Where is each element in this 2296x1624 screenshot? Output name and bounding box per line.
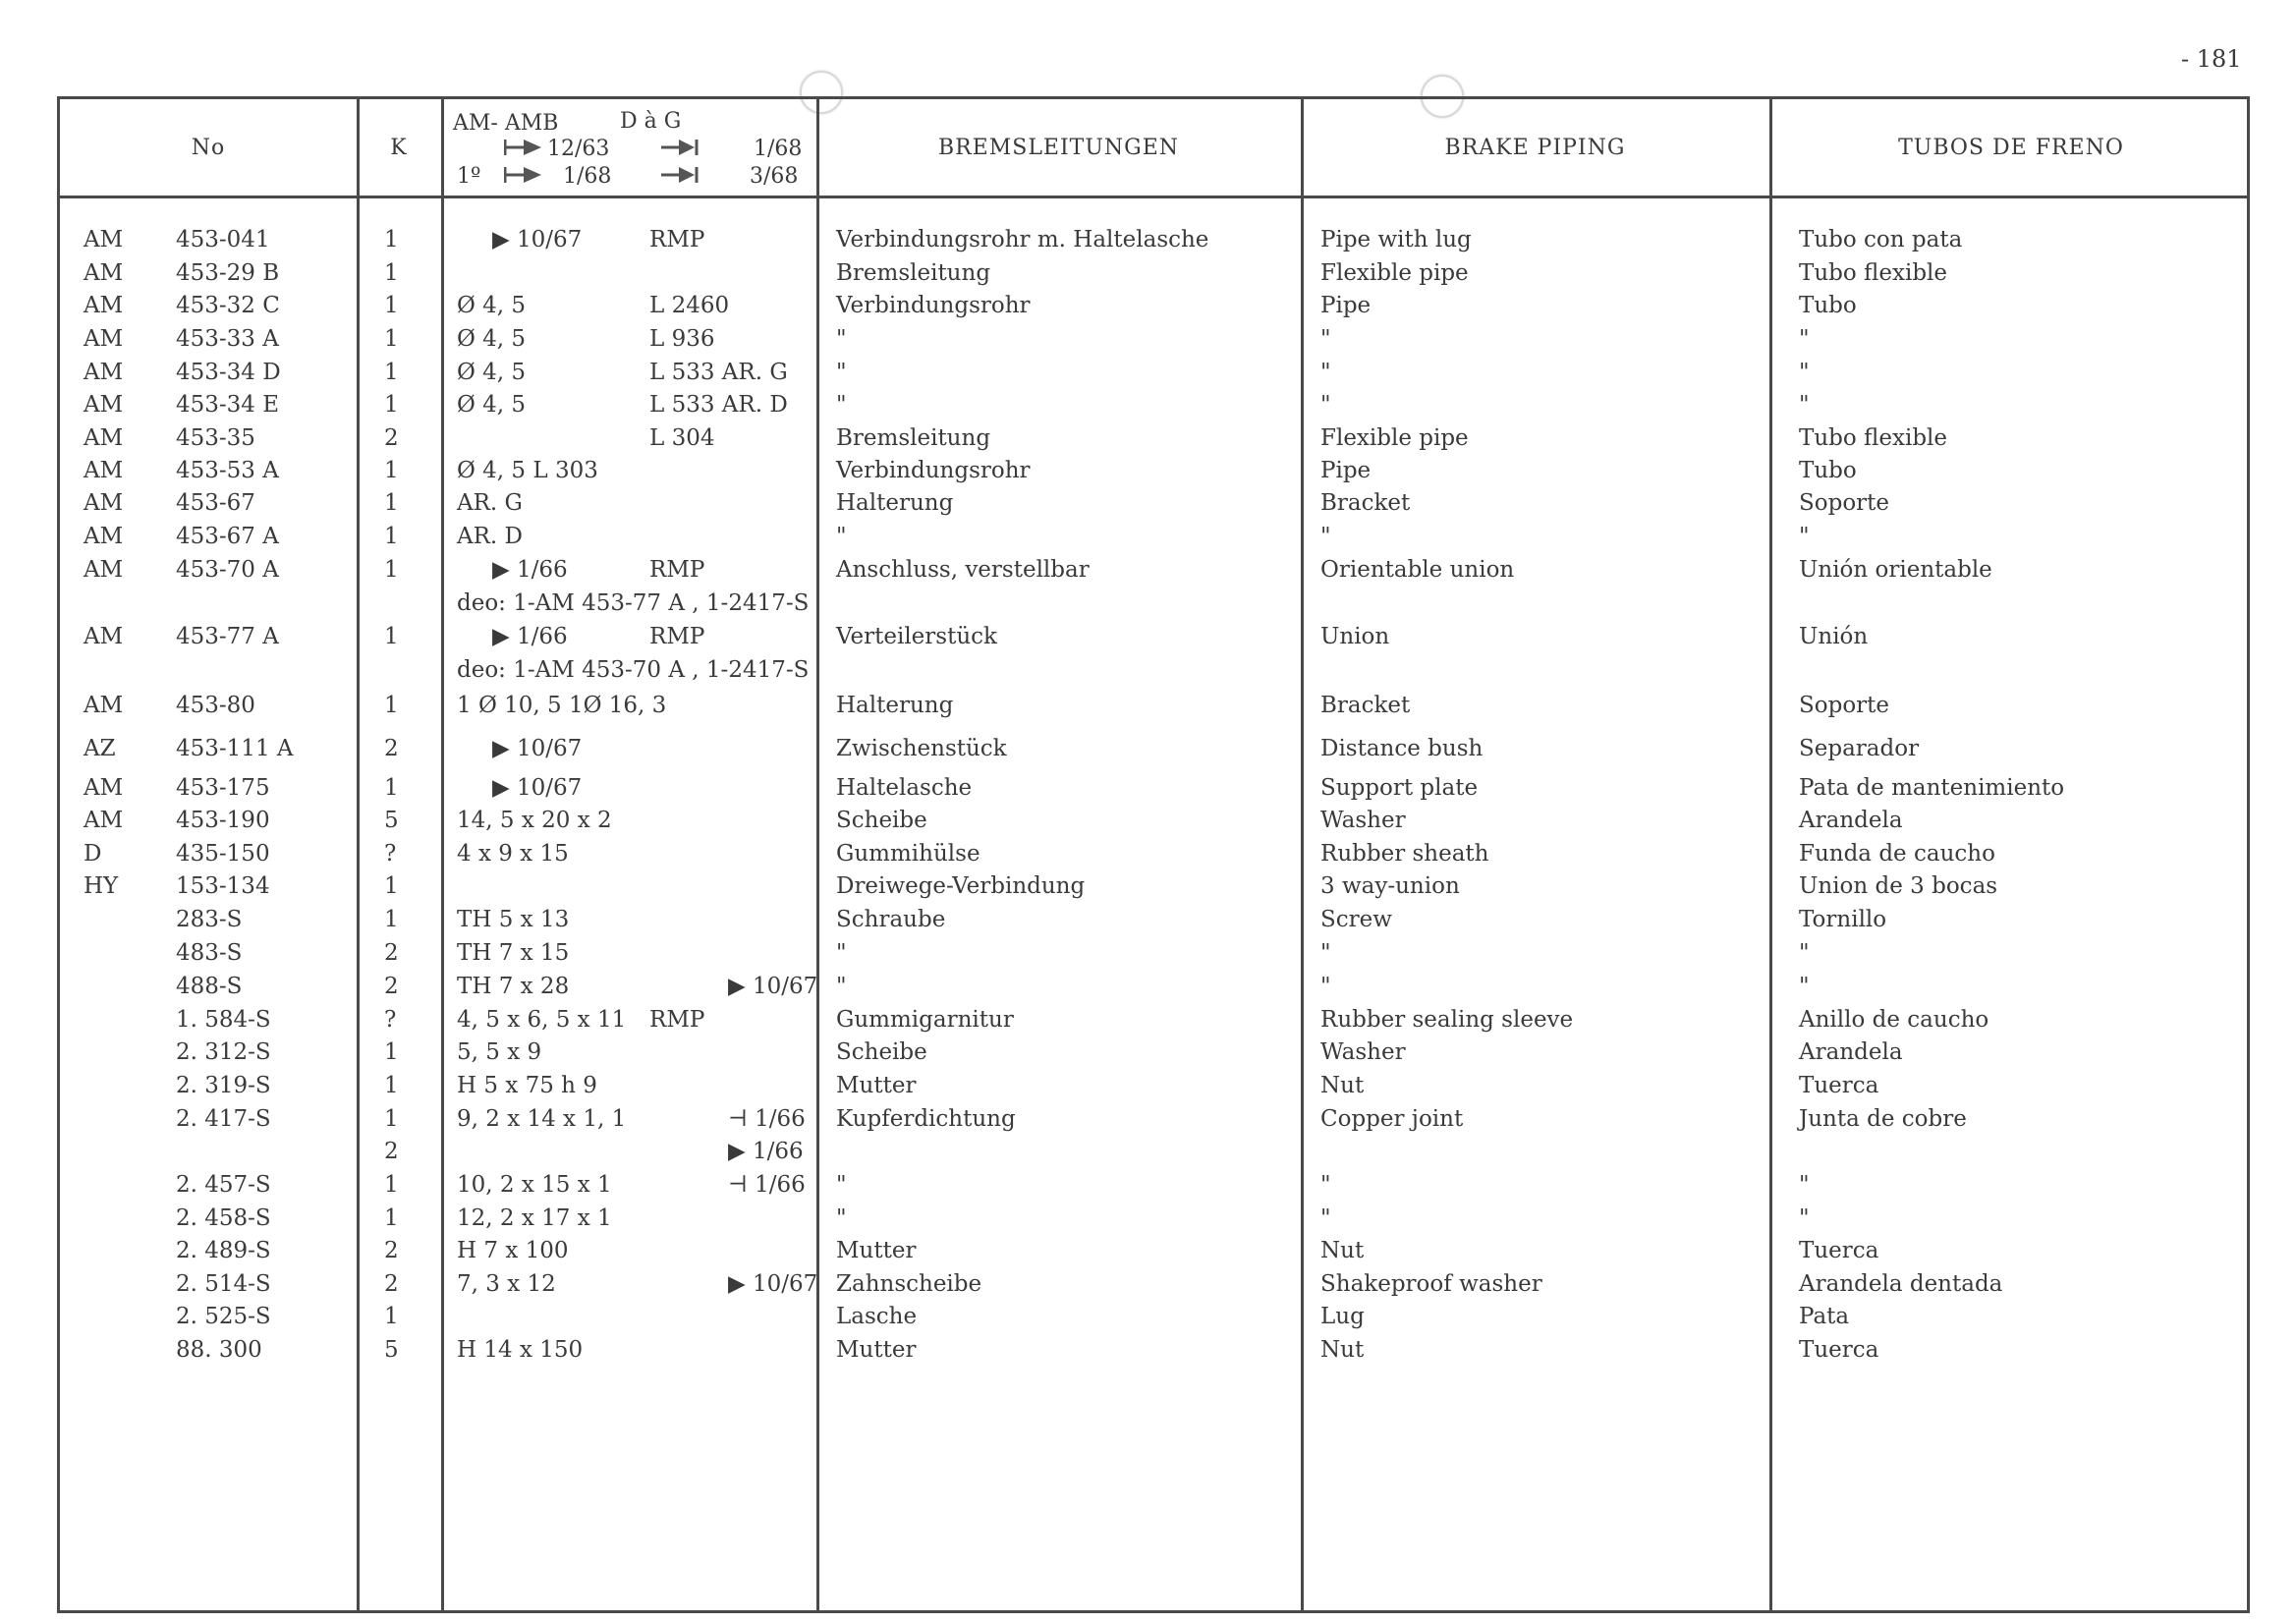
cell-es: " xyxy=(1799,940,1810,966)
cell-k: 1 xyxy=(384,693,399,718)
cell-en: " xyxy=(1320,940,1331,966)
cell-pre: AM xyxy=(84,557,124,583)
cell-pre: AM xyxy=(84,693,124,718)
cell-pre: AM xyxy=(84,775,124,801)
cell-en: Washer xyxy=(1320,808,1406,833)
table-row xyxy=(60,1073,2253,1106)
cell-k: 5 xyxy=(384,1337,399,1363)
header-model: AM- AMB xyxy=(453,111,559,136)
cell-de: Scheibe xyxy=(836,1039,927,1065)
cell-es: Pata de mantenimiento xyxy=(1799,775,2065,801)
cell-k: 1 xyxy=(384,1073,399,1098)
cell-spec: 5, 5 x 9 xyxy=(457,1039,542,1065)
cell-en: " xyxy=(1320,392,1331,418)
cell-num: 453-33 A xyxy=(176,326,279,352)
header-dag: D à G xyxy=(620,109,682,134)
cell-k: 1 xyxy=(384,1106,399,1132)
cell-k: 1 xyxy=(384,775,399,801)
cell-k: 5 xyxy=(384,808,399,833)
cell-extra: RMP xyxy=(649,1007,705,1033)
table-row xyxy=(60,1271,2253,1305)
table-row xyxy=(60,873,2253,907)
table-row xyxy=(60,392,2253,425)
table-row xyxy=(60,1172,2253,1205)
cell-es: Unión orientable xyxy=(1799,557,1992,583)
cell-k: 1 xyxy=(384,557,399,583)
cell-k: 2 xyxy=(384,974,399,999)
cell-spec: TH 7 x 28 xyxy=(457,974,570,999)
cell-en: Nut xyxy=(1320,1238,1365,1263)
cell-num: 453-34 E xyxy=(176,392,280,418)
cell-spec: Ø 4, 5 L 303 xyxy=(457,458,598,483)
header-k: K xyxy=(390,135,408,160)
cell-es: Separador xyxy=(1799,736,1920,761)
cell-en: " xyxy=(1320,974,1331,999)
cell-pre: AM xyxy=(84,326,124,352)
cell-num: 453-35 xyxy=(176,425,255,451)
cell-num: 453-77 A xyxy=(176,624,279,649)
cell-k: 1 xyxy=(384,293,399,318)
cell-num: 453-67 A xyxy=(176,524,279,549)
cell-num: 453-32 C xyxy=(176,293,280,318)
cell-de: " xyxy=(836,392,847,418)
cell-es: Tubo flexible xyxy=(1799,425,1948,451)
header-to-date-1: 1/68 xyxy=(754,137,803,161)
cell-en: Bracket xyxy=(1320,693,1411,718)
cell-spec: Ø 4, 5 xyxy=(457,293,527,318)
cell-k: 1 xyxy=(384,1205,399,1231)
cell-de: " xyxy=(836,940,847,966)
cell-de: Verteilerstück xyxy=(836,624,997,649)
cell-num: 453-175 xyxy=(176,775,270,801)
table-row xyxy=(60,293,2253,326)
table-row xyxy=(60,1205,2253,1239)
cell-spec: H 7 x 100 xyxy=(457,1238,569,1263)
cell-extra: L 2460 xyxy=(649,293,730,318)
table-row xyxy=(60,736,2253,769)
cell-spec: 9, 2 x 14 x 1, 1 xyxy=(457,1106,627,1132)
cell-pre: AM xyxy=(84,260,124,286)
cell-en: " xyxy=(1320,1172,1331,1198)
cell-es: " xyxy=(1799,1205,1810,1231)
cell-extra: L 936 xyxy=(649,326,715,352)
cell-extra: ▶ 1/66 xyxy=(728,1139,804,1164)
cell-es: Tuerca xyxy=(1799,1337,1879,1363)
cell-es: " xyxy=(1799,974,1810,999)
cell-num: 88. 300 xyxy=(176,1337,262,1363)
cell-pre: AM xyxy=(84,808,124,833)
header-model-dates xyxy=(453,105,866,194)
cell-num: 483-S xyxy=(176,940,243,966)
cell-es: " xyxy=(1799,326,1810,352)
cell-num: 453-80 xyxy=(176,693,255,718)
header-first-series: 1º xyxy=(457,164,481,189)
cell-num: 2. 319-S xyxy=(176,1073,271,1098)
cell-es: Unión xyxy=(1799,624,1869,649)
cell-en: Distance bush xyxy=(1320,736,1484,761)
cell-en: Lug xyxy=(1320,1304,1365,1329)
table-row xyxy=(60,693,2253,726)
cell-pre: AM xyxy=(84,392,124,418)
cell-spec: TH 5 x 13 xyxy=(457,907,570,932)
table-row xyxy=(60,940,2253,974)
cell-spec: ▶ 10/67 xyxy=(492,775,583,801)
cell-extra: RMP xyxy=(649,557,705,583)
table-row xyxy=(60,490,2253,524)
table-row xyxy=(60,657,2253,691)
table-row xyxy=(60,557,2253,590)
from-arrow-icon xyxy=(504,135,543,159)
cell-de: " xyxy=(836,326,847,352)
cell-num: 2. 312-S xyxy=(176,1039,271,1065)
cell-es: Soporte xyxy=(1799,490,1890,516)
table-row xyxy=(60,458,2253,491)
cell-en: Shakeproof washer xyxy=(1320,1271,1542,1297)
cell-k: 1 xyxy=(384,360,399,385)
cell-de: Schraube xyxy=(836,907,946,932)
cell-en: Flexible pipe xyxy=(1320,425,1469,451)
cell-de: Gummihülse xyxy=(836,841,980,867)
cell-k: 2 xyxy=(384,1238,399,1263)
cell-es: Junta de cobre xyxy=(1799,1106,1967,1132)
header-to-date-2: 3/68 xyxy=(750,164,799,189)
cell-de: Verbindungsrohr xyxy=(836,293,1031,318)
cell-num: 453-53 A xyxy=(176,458,279,483)
from-arrow-icon xyxy=(504,162,543,187)
cell-es: Tubo xyxy=(1799,293,1857,318)
cell-en: Rubber sealing sleeve xyxy=(1320,1007,1574,1033)
cell-spec: ▶ 10/67 xyxy=(492,227,583,252)
cell-pre: AM xyxy=(84,524,124,549)
cell-de: Dreiwege-Verbindung xyxy=(836,873,1086,899)
cell-spec: H 5 x 75 h 9 xyxy=(457,1073,597,1098)
cell-spec: 1 Ø 10, 5 1Ø 16, 3 xyxy=(457,693,667,718)
cell-es: Anillo de caucho xyxy=(1799,1007,1989,1033)
cell-en: Washer xyxy=(1320,1039,1406,1065)
cell-k: 2 xyxy=(384,425,399,451)
cell-num: 153-134 xyxy=(176,873,270,899)
cell-es: Tuerca xyxy=(1799,1073,1879,1098)
cell-de: " xyxy=(836,360,847,385)
cell-extra: ⊣ 1/66 xyxy=(728,1172,806,1198)
header-no: No xyxy=(191,135,226,160)
cell-es: Tuerca xyxy=(1799,1238,1879,1263)
cell-pre: AZ xyxy=(84,736,116,761)
table-row xyxy=(60,227,2253,260)
cell-spec: AR. D xyxy=(457,524,523,549)
header-spanish: TUBOS DE FRENO xyxy=(1898,135,2124,160)
cell-spec: 10, 2 x 15 x 1 xyxy=(457,1172,612,1198)
cell-k: 1 xyxy=(384,624,399,649)
cell-es: " xyxy=(1799,1172,1810,1198)
cell-k: 1 xyxy=(384,1039,399,1065)
cell-de: " xyxy=(836,1172,847,1198)
cell-spec: TH 7 x 15 xyxy=(457,940,570,966)
cell-pre: AM xyxy=(84,458,124,483)
table-row xyxy=(60,524,2253,557)
cell-en: Screw xyxy=(1320,907,1392,932)
table-row xyxy=(60,974,2253,1007)
cell-num: 453-70 A xyxy=(176,557,279,583)
cell-pre: D xyxy=(84,841,102,867)
cell-en: Pipe with lug xyxy=(1320,227,1472,252)
cell-de: Halterung xyxy=(836,490,954,516)
cell-extra: RMP xyxy=(649,624,705,649)
cell-es: Tubo flexible xyxy=(1799,260,1948,286)
cell-de: Haltelasche xyxy=(836,775,973,801)
table-row xyxy=(60,1238,2253,1271)
cell-es: Arandela dentada xyxy=(1799,1271,2003,1297)
cell-es: " xyxy=(1799,392,1810,418)
cell-de: Lasche xyxy=(836,1304,918,1329)
cell-pre: AM xyxy=(84,490,124,516)
cell-spec: Ø 4, 5 xyxy=(457,392,527,418)
cell-extra: L 304 xyxy=(649,425,715,451)
cell-es: Arandela xyxy=(1799,808,1903,833)
cell-spec: 4 x 9 x 15 xyxy=(457,841,569,867)
cell-en: Nut xyxy=(1320,1337,1365,1363)
cell-k: 2 xyxy=(384,940,399,966)
cell-k: 1 xyxy=(384,392,399,418)
to-arrow-icon xyxy=(659,162,699,187)
cell-pre: AM xyxy=(84,293,124,318)
cell-k: 1 xyxy=(384,260,399,286)
cell-en: " xyxy=(1320,360,1331,385)
cell-en: Pipe xyxy=(1320,458,1372,483)
cell-en: " xyxy=(1320,1205,1331,1231)
table-row xyxy=(60,1304,2253,1337)
cell-spec: 12, 2 x 17 x 1 xyxy=(457,1205,612,1231)
table-row xyxy=(60,425,2253,459)
cell-extra: L 533 AR. D xyxy=(649,392,788,418)
cell-de: Bremsleitung xyxy=(836,425,991,451)
cell-num: 453-111 A xyxy=(176,736,294,761)
cell-spec: Ø 4, 5 xyxy=(457,360,527,385)
cell-num: 2. 457-S xyxy=(176,1172,271,1198)
cell-de: " xyxy=(836,974,847,999)
cell-en: Orientable union xyxy=(1320,557,1515,583)
cell-num: 488-S xyxy=(176,974,243,999)
cell-en: " xyxy=(1320,524,1331,549)
cell-extra: L 533 AR. G xyxy=(649,360,788,385)
cell-spec: Ø 4, 5 xyxy=(457,326,527,352)
cell-pre: AM xyxy=(84,360,124,385)
cell-num: 2. 458-S xyxy=(176,1205,271,1231)
cell-spec: 14, 5 x 20 x 2 xyxy=(457,808,612,833)
cell-num: 2. 489-S xyxy=(176,1238,271,1263)
cell-spec: ▶ 10/67 xyxy=(492,736,583,761)
cell-num: 453-29 B xyxy=(176,260,280,286)
cell-es: Tubo con pata xyxy=(1799,227,1963,252)
cell-de: Zahnscheibe xyxy=(836,1271,982,1297)
cell-en: Pipe xyxy=(1320,293,1372,318)
cell-k: 1 xyxy=(384,1304,399,1329)
cell-extra: RMP xyxy=(649,227,705,252)
table-row xyxy=(60,1106,2253,1140)
cell-de: Halterung xyxy=(836,693,954,718)
table-row xyxy=(60,1039,2253,1073)
cell-k: 1 xyxy=(384,227,399,252)
cell-num: 2. 417-S xyxy=(176,1106,271,1132)
cell-en: " xyxy=(1320,326,1331,352)
cell-k: 1 xyxy=(384,490,399,516)
cell-spec: AR. G xyxy=(457,490,523,516)
table-row xyxy=(60,1337,2253,1371)
table-row xyxy=(60,1007,2253,1040)
cell-de: Mutter xyxy=(836,1238,917,1263)
table-row xyxy=(60,326,2253,360)
page-number: - 181 xyxy=(2181,45,2242,73)
cell-en: Copper joint xyxy=(1320,1106,1464,1132)
cell-extra: ▶ 10/67 xyxy=(728,974,818,999)
cell-en: Nut xyxy=(1320,1073,1365,1098)
cell-k: 1 xyxy=(384,524,399,549)
cell-es: Soporte xyxy=(1799,693,1890,718)
cell-spec: ▶ 1/66 xyxy=(492,624,568,649)
cell-num: 453-34 D xyxy=(176,360,281,385)
cell-es: Pata xyxy=(1799,1304,1850,1329)
table-row xyxy=(60,624,2253,657)
cell-spec: 7, 3 x 12 xyxy=(457,1271,556,1297)
cell-de: Mutter xyxy=(836,1337,917,1363)
cell-k: 1 xyxy=(384,458,399,483)
cell-es: Funda de caucho xyxy=(1799,841,1995,867)
cell-es: " xyxy=(1799,524,1810,549)
table-row xyxy=(60,260,2253,294)
cell-de: Scheibe xyxy=(836,808,927,833)
table-row xyxy=(60,590,2253,624)
cell-de: Zwischenstück xyxy=(836,736,1007,761)
cell-num: 283-S xyxy=(176,907,243,932)
header-from-date-1: 12/63 xyxy=(547,137,610,161)
table-row xyxy=(60,808,2253,841)
cell-en: Bracket xyxy=(1320,490,1411,516)
cell-num: 1. 584-S xyxy=(176,1007,271,1033)
cell-k: 2 xyxy=(384,1139,399,1164)
cell-es: Union de 3 bocas xyxy=(1799,873,1998,899)
cell-num: 453-67 xyxy=(176,490,255,516)
cell-de: Verbindungsrohr m. Haltelasche xyxy=(836,227,1209,252)
header-english: BRAKE PIPING xyxy=(1444,135,1626,160)
table-row xyxy=(60,907,2253,940)
header-divider xyxy=(60,196,2247,198)
cell-es: Tornillo xyxy=(1799,907,1887,932)
cell-en: Union xyxy=(1320,624,1390,649)
cell-k: ? xyxy=(384,1007,397,1033)
cell-en: 3 way-union xyxy=(1320,873,1460,899)
table-row xyxy=(60,775,2253,809)
cell-en: Support plate xyxy=(1320,775,1479,801)
cell-spec: deo: 1-AM 453-70 A , 1-2417-S xyxy=(457,657,810,683)
cell-de: " xyxy=(836,524,847,549)
cell-num: 453-041 xyxy=(176,227,270,252)
cell-de: Gummigarnitur xyxy=(836,1007,1014,1033)
cell-k: 1 xyxy=(384,1172,399,1198)
cell-de: " xyxy=(836,1205,847,1231)
cell-en: Rubber sheath xyxy=(1320,841,1489,867)
cell-es: " xyxy=(1799,360,1810,385)
header-german: BREMSLEITUNGEN xyxy=(937,135,1180,160)
cell-k: 1 xyxy=(384,326,399,352)
cell-de: Kupferdichtung xyxy=(836,1106,1016,1132)
cell-num: 2. 514-S xyxy=(176,1271,271,1297)
cell-es: Tubo xyxy=(1799,458,1857,483)
cell-es: Arandela xyxy=(1799,1039,1903,1065)
cell-spec: deo: 1-AM 453-77 A , 1-2417-S xyxy=(457,590,810,616)
cell-extra: ⊣ 1/66 xyxy=(728,1106,806,1132)
cell-pre: AM xyxy=(84,227,124,252)
cell-de: Anschluss, verstellbar xyxy=(836,557,1090,583)
cell-en: Flexible pipe xyxy=(1320,260,1469,286)
cell-num: 2. 525-S xyxy=(176,1304,271,1329)
cell-spec: 4, 5 x 6, 5 x 11 xyxy=(457,1007,627,1033)
cell-k: 1 xyxy=(384,907,399,932)
cell-k: 2 xyxy=(384,736,399,761)
cell-extra: ▶ 10/67 xyxy=(728,1271,818,1297)
cell-de: Verbindungsrohr xyxy=(836,458,1031,483)
cell-num: 435-150 xyxy=(176,841,270,867)
cell-de: Bremsleitung xyxy=(836,260,991,286)
table-row xyxy=(60,841,2253,874)
cell-k: 2 xyxy=(384,1271,399,1297)
parts-table xyxy=(57,96,2250,1613)
table-row xyxy=(60,1139,2253,1172)
cell-pre: AM xyxy=(84,624,124,649)
cell-pre: AM xyxy=(84,425,124,451)
cell-num: 453-190 xyxy=(176,808,270,833)
header-from-date-2: 1/68 xyxy=(563,164,612,189)
cell-k: 1 xyxy=(384,873,399,899)
to-arrow-icon xyxy=(659,135,699,159)
cell-de: Mutter xyxy=(836,1073,917,1098)
cell-k: ? xyxy=(384,841,397,867)
cell-spec: H 14 x 150 xyxy=(457,1337,584,1363)
table-row xyxy=(60,360,2253,393)
cell-spec: ▶ 1/66 xyxy=(492,557,568,583)
cell-pre: HY xyxy=(84,873,119,899)
